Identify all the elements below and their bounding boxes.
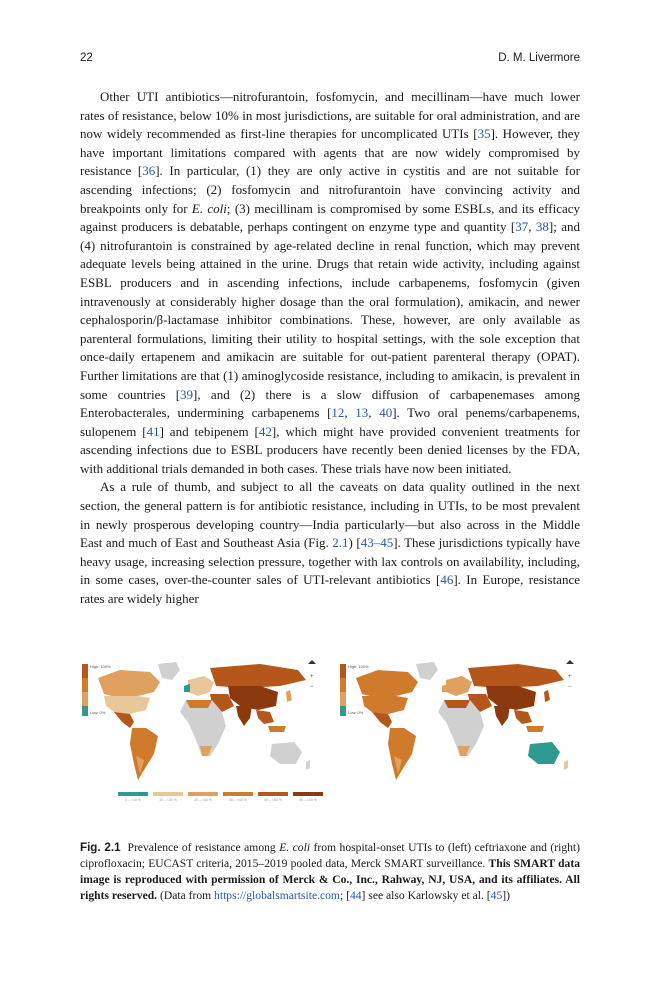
citation-ref[interactable]: 13: [355, 405, 369, 421]
data-source-link[interactable]: https://globalsmartsite.com: [214, 889, 340, 902]
legend-swatch: [293, 792, 323, 802]
svg-text:+: +: [568, 674, 572, 680]
paragraph-2: [80, 478, 580, 608]
legend-swatch: [118, 792, 148, 802]
italic-term: E. coli: [191, 200, 227, 216]
citation-ref[interactable]: 41: [146, 423, 160, 439]
text-run: ) [: [348, 535, 361, 551]
high-label: High: 100%: [348, 664, 369, 669]
text-run: ; (3) mecillinam is compromised by some ESBLs, and its efficacy against producers is debatable, perhaps contingent on enzyme type and quantity [: [80, 200, 581, 235]
text-run: ]. Two oral penems/carbapenems, sulopenem [: [80, 405, 581, 439]
citation-ref[interactable]: 45: [490, 889, 503, 902]
legend-label: 20 – <30 %: [194, 798, 212, 802]
citation-ref[interactable]: 44: [349, 889, 362, 902]
citation-ref[interactable]: 12: [331, 405, 345, 421]
high-label: High: 100%: [90, 664, 111, 669]
citation-ref[interactable]: 39: [180, 386, 194, 402]
text-run: ,: [368, 405, 380, 421]
figure-label: Fig. 2.1: [80, 841, 121, 854]
caption-text: ] see also Karlowsky et al. [: [361, 889, 491, 902]
caption-text: Prevalence of resistance among: [127, 841, 280, 854]
figure-2-1: [80, 656, 580, 806]
citation-ref[interactable]: 43–45: [360, 535, 394, 551]
svg-text:−: −: [568, 684, 572, 690]
text-run: Other UTI antibiotics—nitrofurantoin, fosfomycin, and mecillinam—have much lower rates of resistance, below 10% in most jurisdictions, are suitable for oral administration, and are now widely recommended as first-line therapies for uncomplicated UTIs [: [80, 89, 580, 142]
legend: [118, 792, 328, 804]
body-text: [80, 88, 580, 609]
citation-ref[interactable]: 2.1: [332, 535, 349, 551]
citation-ref[interactable]: 35: [477, 126, 491, 142]
low-label: Low: 0%: [348, 710, 364, 715]
citation-ref[interactable]: 38: [535, 219, 549, 235]
running-header: [80, 52, 580, 70]
svg-text:−: −: [310, 684, 314, 690]
citation-ref[interactable]: 46: [440, 572, 454, 588]
legend-label: 10 – <20 %: [159, 798, 177, 802]
caption-text: from hospital-onset UTIs to (left) ceftriaxone and (right) ciprofloxacin; EUCAST criteria, 2015–2019 pooled data, Merck SMART surveillance.: [80, 841, 581, 870]
legend-label: 30 – <40 %: [229, 798, 247, 802]
caption-text: ; [: [339, 889, 350, 902]
text-run: ]. However, they have important limitations compared with agents that are now widely compromised by resistance [: [80, 126, 580, 179]
text-run: ,: [528, 219, 536, 235]
running-author: D. M. Livermore: [498, 52, 580, 64]
citation-ref[interactable]: 40: [379, 405, 393, 421]
legend-label: 50 – 100 %: [299, 798, 317, 802]
text-run: ], and (2) there is a slow diffusion of carbapenemases among Enterobacterales, undermining carbapenems [: [80, 386, 581, 421]
text-run: ,: [344, 405, 356, 421]
legend-label: 0 – <10 %: [125, 798, 141, 802]
caption-text: (Data from: [157, 889, 215, 902]
text-run: ]. In particular, (1) they are only active in cystitis and are not suitable for ascending infections; (2) fosfomycin and nitrofurantoin have convincing activity and breakpoints only for: [80, 163, 580, 216]
page-number: 22: [80, 52, 93, 64]
citation-ref[interactable]: 36: [142, 163, 156, 179]
text-run: ]; and (4) nitrofurantoin is constrained by age-related decline in renal function, which may prevent adequate levels being attained in the urine. Drugs that retain wide activity, including against ESBL producers and in ascending infections, include carbapenems, fosfomycin (given intravenously at considerably higher dosage than the oral formulation), amikacin, and newer cephalosporin/β-lactamase inhibitor combinations. These, however, are only available as parenteral formulations, limiting their utility to hospital settings, with the sole exception that once-daily ertapenem and amikacin are suitable for out-patient parenteral therapy (OPAT). Further limitations are that (1) aminoglycoside resistance, including to amikacin, is prevalent in some countries [: [80, 219, 581, 402]
caption-text: ]): [502, 889, 510, 902]
figure-caption: [80, 840, 580, 904]
citation-ref[interactable]: 42: [258, 423, 272, 439]
text-run: ], which might have provided convenient treatments for ascending infections due to ESBL producers have recently been denied licenses by the FDA, with additional trials demanded in both cases. These trials have now been initiated.: [80, 423, 580, 476]
legend-swatch: [258, 792, 288, 802]
map-ciprofloxacin: [338, 656, 578, 796]
legend-swatch: [188, 792, 218, 802]
legend-swatch: [153, 792, 183, 802]
low-label: Low: 0%: [90, 710, 106, 715]
caption-organism: E. coli: [279, 841, 311, 854]
svg-text:+: +: [310, 674, 314, 680]
paragraph-1: [80, 88, 580, 478]
legend-swatch: [223, 792, 253, 802]
text-run: ] and tebipenem [: [159, 423, 259, 439]
text-run: As a rule of thumb, and subject to all the caveats on data quality outlined in the next section, the general pattern is for antibiotic resistance, including in UTIs, to be most prevalent in newly prosperous developing country—India particularly—but also across in the Middle East and much of East and Southeast Asia (Fig.: [80, 479, 580, 551]
text-run: ]. These jurisdictions typically have heavy usage, increasing selection pressure, together with lax controls on availability, including, in some cases, over-the-counter sales of UTI-relevant antibiotics [: [80, 535, 580, 588]
citation-ref[interactable]: 37: [515, 219, 529, 235]
permission-statement: This SMART data image is reproduced with permission of Merck & Co., Inc., Rahway, NJ, USA, and its affiliates. All rights reserved.: [80, 857, 580, 902]
text-run: ]. In Europe, resistance rates are widely higher: [80, 572, 580, 607]
legend-label: 40 – <50 %: [264, 798, 282, 802]
world-map-right: [338, 656, 578, 792]
world-map-left: [80, 656, 320, 792]
map-ceftriaxone: [80, 656, 320, 796]
